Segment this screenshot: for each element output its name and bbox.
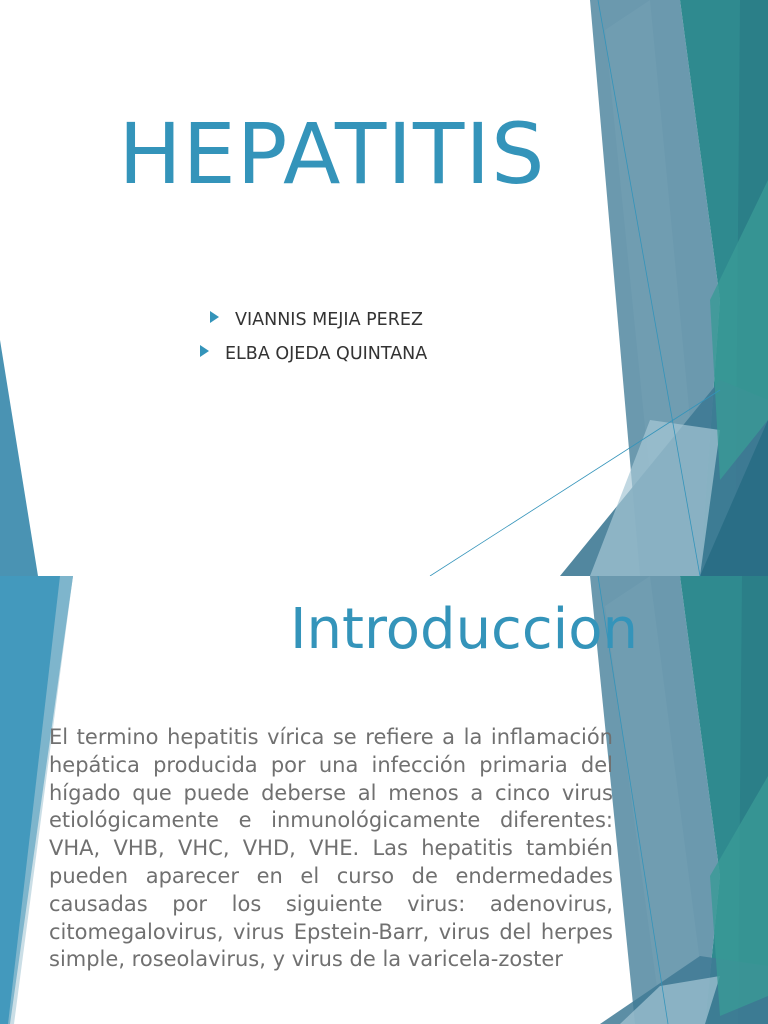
intro-slide <box>0 576 768 1024</box>
slide-title: Introduccion <box>290 597 638 662</box>
author-name: VIANNIS MEJIA PEREZ <box>235 310 423 330</box>
bullet-arrow-icon <box>210 311 219 323</box>
author-item <box>210 310 423 330</box>
slide-title: HEPATITIS <box>118 105 546 203</box>
body-text: El termino hepatitis vírica se refiere a la inflamación hepática producida por una infección primaria del hígado que puede deberse al menos a cinco virus etiológicamente e inmunológicamente diferentes: VHA, VHB, VHC, VHD, VHE. Las hepatitis también pueden aparecer en el curso de endermedades causadas por los siguiente virus: adenovirus, citomegalovirus, virus Epstein-Barr, virus del herpes simple, roseolavirus, y virus de la varicela-zoster <box>49 725 613 972</box>
bullet-arrow-icon <box>200 345 209 357</box>
author-item <box>200 344 427 364</box>
author-name: ELBA OJEDA QUINTANA <box>225 344 428 364</box>
